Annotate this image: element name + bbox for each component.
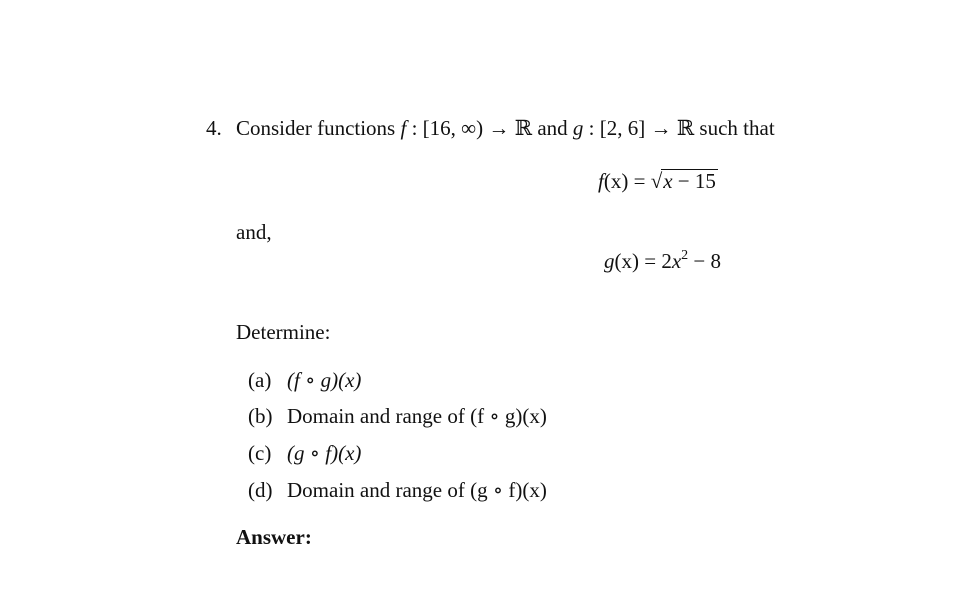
g-def-exponent: 2 <box>681 248 689 263</box>
part-label: (b) <box>248 404 273 428</box>
part-label: (c) <box>248 441 272 465</box>
f-symbol: f <box>400 116 407 140</box>
f-definition <box>598 169 718 192</box>
g-def-lhs: g <box>604 249 615 273</box>
radicand-var: x <box>663 169 673 193</box>
determine-heading: Determine: <box>236 320 331 344</box>
radicand-rest: − 15 <box>672 169 716 193</box>
sqrt-expression <box>651 169 718 192</box>
part-label: (d) <box>248 478 273 502</box>
part-a-text: (f ∘ g)(x) <box>287 368 362 392</box>
g-def-rest: − 8 <box>688 249 722 273</box>
intro-text: Consider functions <box>236 116 396 140</box>
part-b-text: Domain and range of (f ∘ g)(x) <box>287 404 547 428</box>
g-symbol: g <box>572 116 584 140</box>
problem-number: 4. <box>206 116 222 140</box>
f-def-lhs: f <box>598 169 604 193</box>
g-def-mid: (x) = 2 <box>614 249 672 273</box>
radicand <box>661 169 718 192</box>
part-a <box>248 370 271 391</box>
f-def-arg: (x) = <box>603 169 651 193</box>
g-definition <box>604 248 722 273</box>
part-d-text: Domain and range of (g ∘ f)(x) <box>287 478 547 502</box>
g-def-var: x <box>671 249 682 273</box>
part-c-text: (g ∘ f)(x) <box>287 441 362 465</box>
part-d <box>248 480 273 501</box>
f-domain-codomain: : [16, ∞) → ℝ and <box>406 116 573 140</box>
part-c <box>248 443 271 464</box>
problem-statement <box>236 118 775 139</box>
part-b <box>248 406 273 427</box>
connector-text: and, <box>236 220 272 244</box>
answer-label: Answer: <box>236 525 312 549</box>
sqrt-symbol: √ <box>650 169 663 193</box>
g-domain-codomain: : [2, 6] → ℝ such that <box>583 116 775 140</box>
part-label: (a) <box>248 368 272 392</box>
